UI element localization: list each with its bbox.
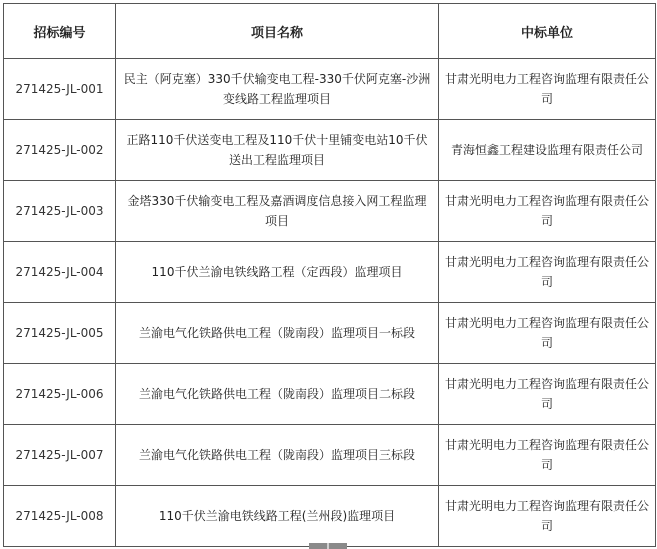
table-row bbox=[4, 486, 656, 547]
table-header-row bbox=[4, 4, 656, 59]
table-row bbox=[4, 181, 656, 242]
bid-code-cell: 271425-JL-004 bbox=[4, 242, 116, 303]
winning-unit-cell: 甘肃光明电力工程咨询监理有限责任公司 bbox=[439, 181, 656, 242]
header-bid-code: 招标编号 bbox=[4, 4, 116, 59]
bid-code-cell: 271425-JL-001 bbox=[4, 59, 116, 120]
bid-code-cell: 271425-JL-005 bbox=[4, 303, 116, 364]
winning-unit-cell: 甘肃光明电力工程咨询监理有限责任公司 bbox=[439, 59, 656, 120]
bid-code-cell: 271425-JL-002 bbox=[4, 120, 116, 181]
table-row bbox=[4, 364, 656, 425]
header-winning-unit: 中标单位 bbox=[439, 4, 656, 59]
project-name-cell: 兰渝电气化铁路供电工程（陇南段）监理项目二标段 bbox=[116, 364, 439, 425]
winning-unit-cell: 甘肃光明电力工程咨询监理有限责任公司 bbox=[439, 242, 656, 303]
winning-unit-cell: 甘肃光明电力工程咨询监理有限责任公司 bbox=[439, 425, 656, 486]
winning-unit-cell: 甘肃光明电力工程咨询监理有限责任公司 bbox=[439, 364, 656, 425]
project-name-cell: 兰渝电气化铁路供电工程（陇南段）监理项目一标段 bbox=[116, 303, 439, 364]
bid-code-cell: 271425-JL-003 bbox=[4, 181, 116, 242]
winning-unit-cell: 甘肃光明电力工程咨询监理有限责任公司 bbox=[439, 486, 656, 547]
horizontal-scroll-thumb[interactable] bbox=[309, 543, 347, 549]
table-row bbox=[4, 120, 656, 181]
project-name-cell: 正路110千伏送变电工程及110千伏十里铺变电站10千伏送出工程监理项目 bbox=[116, 120, 439, 181]
winning-unit-cell: 甘肃光明电力工程咨询监理有限责任公司 bbox=[439, 303, 656, 364]
table-row bbox=[4, 59, 656, 120]
project-name-cell: 民主（阿克塞）330千伏输变电工程-330千伏阿克塞-沙洲变线路工程监理项目 bbox=[116, 59, 439, 120]
bid-code-cell: 271425-JL-006 bbox=[4, 364, 116, 425]
project-name-cell: 110千伏兰渝电铁线路工程(兰州段)监理项目 bbox=[116, 486, 439, 547]
project-name-cell: 兰渝电气化铁路供电工程（陇南段）监理项目三标段 bbox=[116, 425, 439, 486]
bid-results-table bbox=[3, 3, 656, 547]
bid-code-cell: 271425-JL-008 bbox=[4, 486, 116, 547]
table-row bbox=[4, 303, 656, 364]
bid-code-cell: 271425-JL-007 bbox=[4, 425, 116, 486]
table-row bbox=[4, 242, 656, 303]
winning-unit-cell: 青海恒鑫工程建设监理有限责任公司 bbox=[439, 120, 656, 181]
project-name-cell: 金塔330千伏输变电工程及嘉酒调度信息接入网工程监理项目 bbox=[116, 181, 439, 242]
table-row bbox=[4, 425, 656, 486]
header-project-name: 项目名称 bbox=[116, 4, 439, 59]
project-name-cell: 110千伏兰渝电铁线路工程（定西段）监理项目 bbox=[116, 242, 439, 303]
